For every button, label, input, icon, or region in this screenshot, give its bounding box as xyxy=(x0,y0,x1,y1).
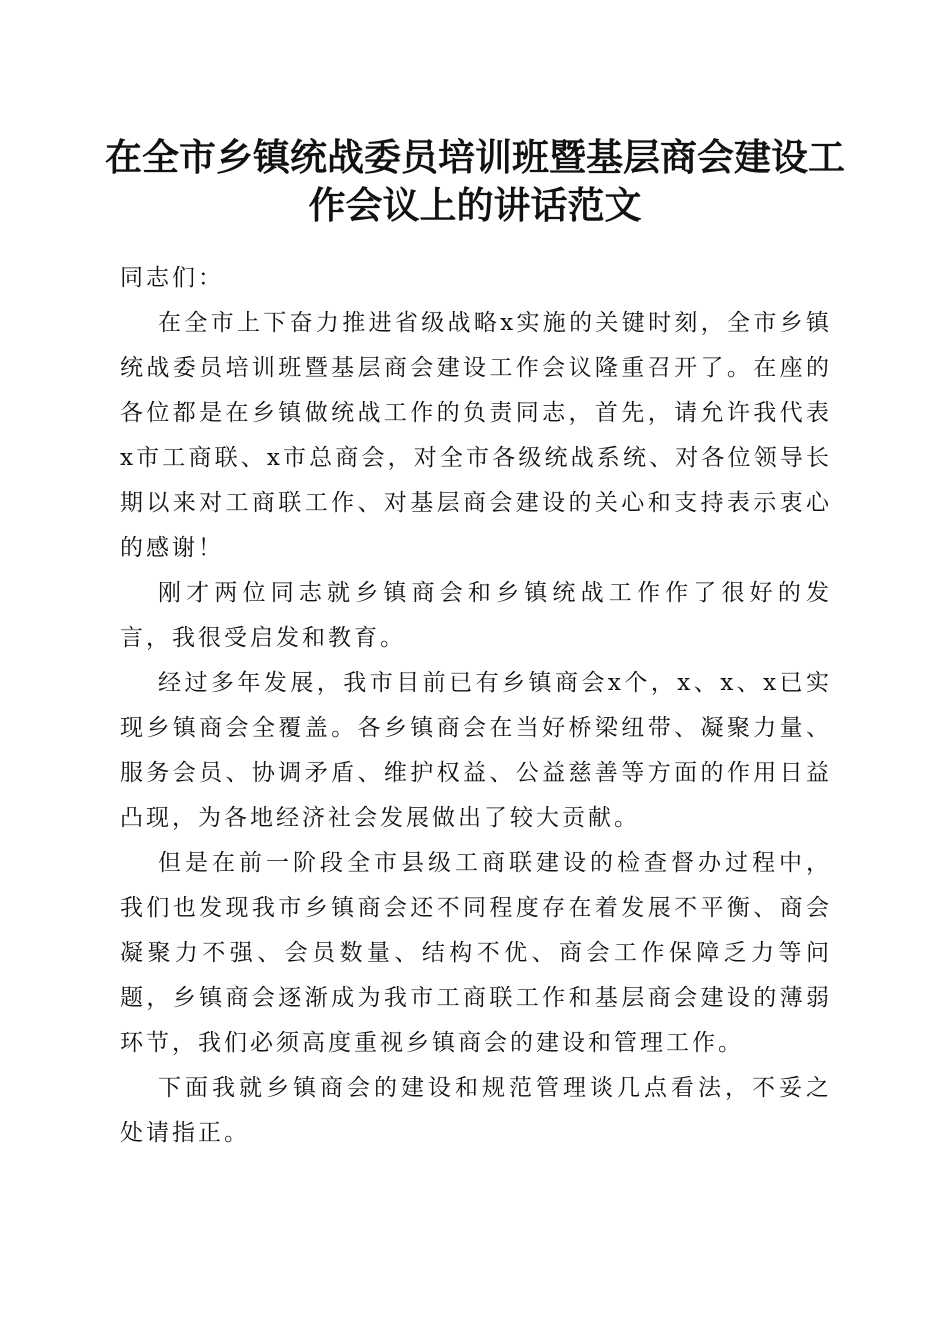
document-title: 在全市乡镇统战委员培训班暨基层商会建设工作会议上的讲话范文 xyxy=(105,135,845,227)
paragraph-problems: 但是在前一阶段全市县级工商联建设的检查督办过程中，我们也发现我市乡镇商会还不同程度存在着发展不平衡、商会凝聚力不强、会员数量、结构不优、商会工作保障乏力等问题，乡镇商会逐渐成为我市工商联工作和基层商会建设的薄弱环节，我们必须高度重视乡镇商会的建设和管理工作。 xyxy=(120,850,832,1056)
salutation: 同志们： xyxy=(120,265,224,291)
paragraph-opening: 在全市上下奋力推进省级战略x实施的关键时刻，全市乡镇统战委员培训班暨基层商会建设工作会议隆重召开了。在座的各位都是在乡镇做统战工作的负责同志，首先，请允许我代表x市工商联、x市总商会，对全市各级统战系统、对各位领导长期以来对工商联工作、对基层商会建设的关心和支持表示衷心的感谢！ xyxy=(120,310,832,561)
document-body xyxy=(120,256,832,1156)
paragraph-development: 经过多年发展，我市目前已有乡镇商会x个，x、x、x已实现乡镇商会全覆盖。各乡镇商会在当好桥梁纽带、凝聚力量、服务会员、协调矛盾、维护权益、公益慈善等方面的作用日益凸现，为各地经济社会发展做出了较大贡献。 xyxy=(120,670,832,831)
paragraph-closing: 下面我就乡镇商会的建设和规范管理谈几点看法，不妥之处请指正。 xyxy=(120,1075,832,1146)
paragraph-speeches: 刚才两位同志就乡镇商会和乡镇统战工作作了很好的发言，我很受启发和教育。 xyxy=(120,580,832,651)
